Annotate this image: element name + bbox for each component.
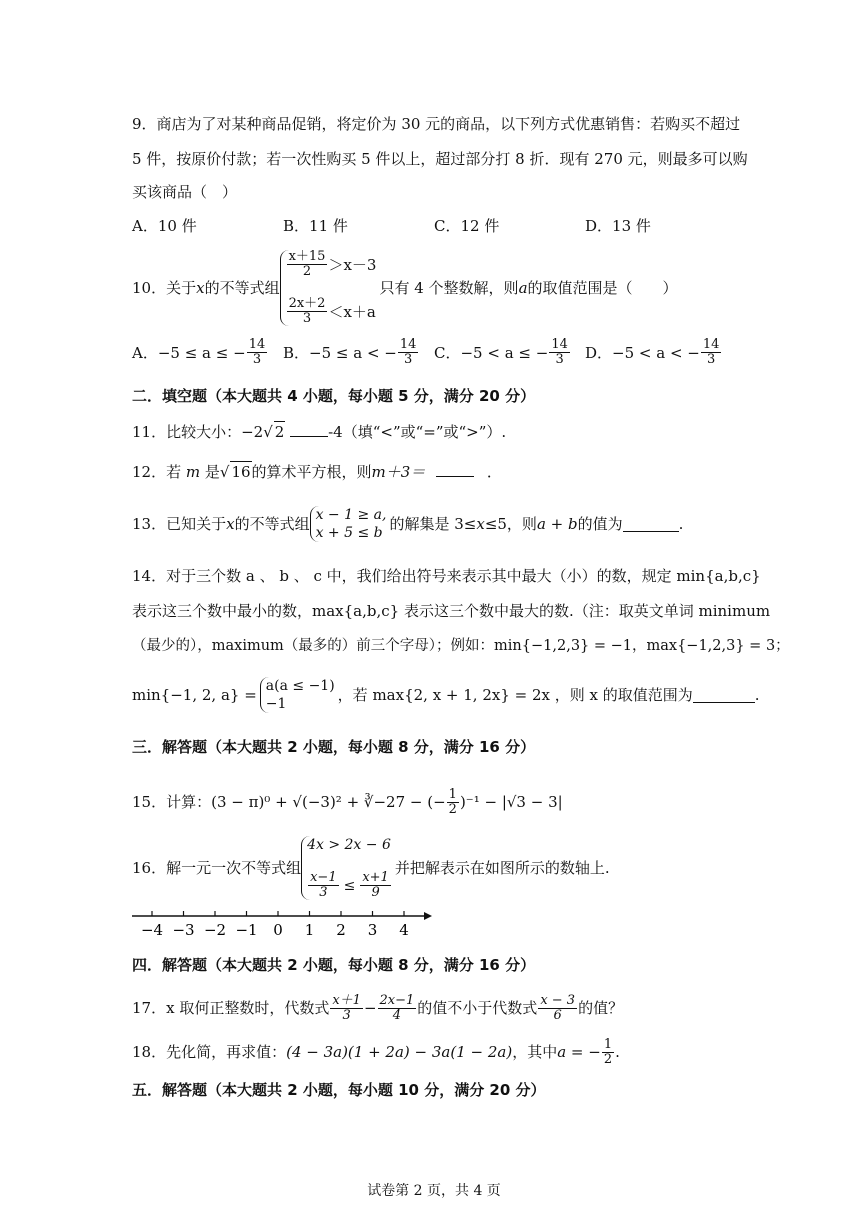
q14-line4-mid: ，若 max{2, x + 1, 2x} = 2x ，则 x 的取值范围为 [337,685,693,704]
q13-x: x [226,514,235,533]
q10-ineq2-num: 2x＋2 [288,296,326,311]
q18-f-num: 1 [603,1036,613,1052]
q10-system [280,250,377,326]
q13-suffix2: ≤5，则 [484,514,537,533]
q10-prefix: 10．关于 [132,278,197,297]
number-line-label: 3 [367,921,378,939]
q18-aeq: a = − [557,1042,601,1061]
q13-x2: x [476,514,485,533]
q10-var-x: x [196,278,205,297]
q10-option-a-den: 3 [252,352,262,367]
number-line-svg [132,904,442,940]
q10-ineq1-num: x＋15 [288,249,326,264]
q10-option-a-label: A． [132,344,158,362]
q14-line4 [132,672,760,718]
q17 [132,988,623,1028]
q10-option-b [283,338,419,367]
q12-mid2: 的算术平方根，则 [251,463,372,481]
q12-m: m [185,463,201,481]
q17-f1-num: x＋1 [332,992,361,1008]
section5-heading: 五．解答题（本大题共 2 小题，每小题 10 分，满分 20 分） [132,1081,546,1099]
q17-mid: 的值不小于代数式 [417,998,538,1017]
number-line-arrow [424,912,432,920]
q13-suffix3: 的值为 [577,514,623,533]
q10-ineq2 [286,297,377,326]
q9-option-c: C．12 件 [434,217,500,235]
q16-ineq2b-num: x+1 [362,870,389,885]
number-line [132,904,442,944]
q10-ineq2-rest: ＜x＋a [328,302,376,321]
q16-system [301,836,392,900]
q9-option-d: D．13 件 [585,217,651,235]
q10-suffix2: 的取值范围是（ ） [527,278,678,297]
q18-mid: ，其中 [512,1042,558,1061]
q10-option-a [132,338,268,367]
q15-prefix: 15．计算： [132,792,212,811]
q12: 12．若 m 是√ 16的算术平方根，则m＋3＝ ． [132,463,502,481]
q10-option-d-num: 14 [702,337,720,352]
q15-expr: (3 − π)⁰ + √(−3)² + ∛−27 − (− [211,792,446,811]
q16-ineq2a-num: x−1 [310,870,337,885]
section4-heading: 四．解答题（本大题共 2 小题，每小题 8 分，满分 16 分） [132,956,536,974]
q12-blank [436,462,474,477]
number-line-label: −4 [140,921,164,939]
q10-stem [132,246,678,330]
q16-prefix: 16．解一元一次不等式组 [132,858,302,877]
q10-var-a: a [518,278,528,297]
q10-option-d [585,338,722,367]
q10-option-c-den: 3 [555,352,564,367]
q18-expr: (4 − 3a)(1 + 2a) − 3a(1 − 2a) [286,1042,513,1061]
q15-frac-num: 1 [448,786,457,802]
q17-f3-den: 6 [553,1007,562,1023]
q12-sqrt: 16 [231,463,251,481]
q10-option-b-label: B． [283,344,310,362]
q14-case1: a(a ≤ −1) [265,678,335,694]
q16-ineq2 [307,871,392,900]
number-line-label: 0 [273,921,283,939]
q10-option-d-label: D． [585,344,613,362]
number-line-label: 1 [304,921,315,939]
q11-blank [290,422,328,437]
q13-ineq2: x + 5 ≤ b [315,525,383,541]
q10-option-c-num: 14 [551,337,568,352]
q18 [132,1032,620,1072]
q10-option-a-num: 14 [248,337,266,352]
q13-prefix: 13．已知关于 [132,514,227,533]
q13-system [310,506,387,542]
number-line-label: −1 [235,921,258,939]
q16-ineq2b-den: 9 [371,885,380,900]
q15 [132,783,563,821]
q13-ineq1: x − 1 ≥ a, [315,507,387,523]
q14-line1: 14．对于三个数 a 、 b 、 c 中，我们给出符号来表示其中最大（小）的数，规定 min{a,b,c} [132,567,761,585]
section2-heading: 二．填空题（本大题共 4 小题，每小题 5 分，满分 20 分） [132,387,536,405]
q18-end: . [615,1042,620,1061]
q10-ineq2-den: 3 [302,311,312,326]
q10-option-d-den: 3 [707,352,716,367]
q14-case2: −1 [265,696,287,712]
q17-suffix: 的值？ [578,998,624,1017]
number-line-label: −3 [172,921,195,939]
q10-option-a-expr: −5 ≤ a ≤ − [157,343,246,362]
q9-option-a: A．10 件 [132,217,197,235]
q17-f3-num: x − 3 [540,992,576,1008]
q10-option-b-den: 3 [404,352,413,367]
q15-expr2: )⁻¹ − |√3 − 3| [459,792,563,811]
number-line-label: 2 [336,921,346,939]
q9-line2: 5 件，按原价付款；若一次性购买 5 件以上，超过部分打 8 折．现有 270 元，则最多可以购 [132,150,748,168]
q13-blank [623,517,679,532]
q11-prefix: 11．比较大小：−2 [132,423,264,441]
q11: 11．比较大小：−2√ 2 -4（填“<”或“=”或“>”）. [132,423,507,441]
q11-suffix: -4（填“<”或“=”或“>”）. [328,423,507,441]
q18-prefix: 18．先化简，再求值： [132,1042,287,1061]
q17-f2-den: 4 [392,1007,402,1023]
q17-f2-num: 2x−1 [379,992,415,1008]
q16-ineq2a-den: 3 [319,885,328,900]
q12-end: ． [486,463,502,481]
number-line-label: 4 [399,921,409,939]
q12-prefix: 12．若 [132,463,186,481]
q16-suffix: 并把解表示在如图所示的数轴上. [394,858,610,877]
q16-ineq1: 4x > 2x − 6 [307,837,391,853]
q14-line3: （最少的），maximum（最多的）前三个字母）；例如：min{−1,2,3} = −1，max{−1,2,3} = 3； [132,638,790,654]
q10-ineq1 [286,250,377,279]
q10-option-b-expr: −5 ≤ a < − [309,343,397,362]
q18-f-den: 2 [603,1051,613,1067]
q13-suffix: 的解集是 3≤ [389,514,477,533]
q15-frac-den: 2 [448,801,457,817]
q10-mid: 的不等式组 [204,278,280,297]
section3-heading: 三．解答题（本大题共 2 小题，每小题 8 分，满分 16 分） [132,738,536,756]
q10-option-c [434,338,571,367]
q17-minus: − [363,998,377,1017]
q16-ineq2-op: ≤ [343,877,356,894]
q13-ab: a + b [536,514,578,533]
q12-expr: m＋3＝ [371,463,426,481]
q9-line3: 买该商品（ ） [132,183,238,201]
number-line-label: −2 [203,921,227,939]
q16 [132,833,610,903]
q11-sqrt: 2 [274,423,285,441]
q14-line2: 表示这三个数中最小的数，max{a,b,c} 表示这三个数中最大的数.（注：取英文单词 minimum [132,602,771,620]
page-footer: 试卷第 2 页，共 4 页 [367,1183,501,1199]
q10-option-c-expr: −5 < a ≤ − [460,343,549,362]
q13-mid: 的不等式组 [234,514,310,533]
q14-line4-prefix: min{−1, 2, a} = [132,685,257,704]
q14-cases [260,677,335,713]
q17-f1-den: 3 [342,1007,351,1023]
q10-ineq1-den: 2 [302,264,312,279]
q10-ineq1-rest: ＞x－3 [328,255,377,274]
q10-option-d-expr: −5 < a < − [612,343,700,362]
q9-option-b: B．11 件 [283,217,348,235]
q9-line1: 9．商店为了对某种商品促销，将定价为 30 元的商品，以下列方式优惠销售：若购买不超过 [132,115,741,133]
q10-option-c-label: C． [434,344,461,362]
q10-option-b-num: 14 [399,337,417,352]
q10-suffix1: 只有 4 个整数解，则 [379,278,519,297]
q17-prefix: 17．x 取何正整数时，代数式 [132,998,330,1017]
q14-end: . [754,685,760,704]
q14-blank [693,688,755,703]
q12-mid: 是 [200,463,220,481]
q13-end: . [678,514,684,533]
q13 [132,502,683,546]
